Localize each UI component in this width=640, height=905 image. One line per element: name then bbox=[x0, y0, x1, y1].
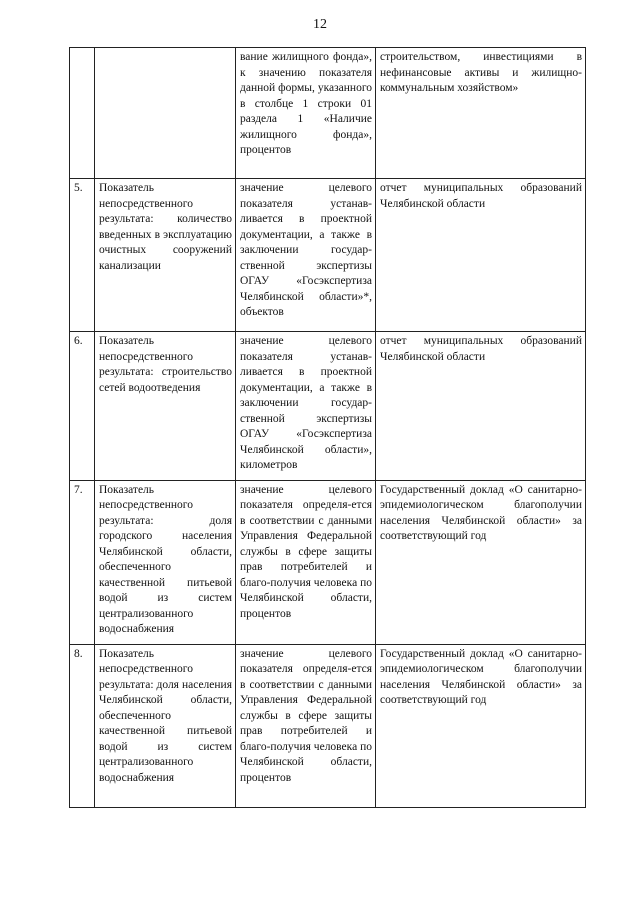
table-row bbox=[70, 480, 586, 644]
table-row bbox=[70, 644, 586, 807]
row-number-cell: 7. bbox=[70, 480, 95, 644]
page-number: 12 bbox=[313, 17, 327, 32]
indicator-source-cell: Государственный доклад «О санитарно-эпидемиологическом благополучии населения Челябинской области» за соответствующий год bbox=[376, 644, 586, 807]
row-number-cell: 8. bbox=[70, 644, 95, 807]
table-row bbox=[70, 332, 586, 481]
row-number-cell: 6. bbox=[70, 332, 95, 481]
table-row bbox=[70, 48, 586, 179]
indicator-source-cell: строительством, инвестициями в нефинансовые активы и жилищно-коммунальным хозяйством» bbox=[376, 48, 586, 179]
row-number-cell: 5. bbox=[70, 179, 95, 332]
indicator-value-cell: значение целевого показателя определя-ется в соответствии с данными Управления Федеральной службы в сфере защиты прав потребителей и благо-получия человека по Челябинской области, процентов bbox=[236, 480, 376, 644]
table-row bbox=[70, 179, 586, 332]
indicator-value-cell: значение целевого показателя устанав-ливается в проектной документации, а также в заключении государ-ственной экспертизы ОГАУ «Госэкспертиза Челябинской области»*, объектов bbox=[236, 179, 376, 332]
indicator-value-cell: вание жилищного фонда», к значению показателя данной формы, указанного в столбце 1 строки 01 раздела 1 «Наличие жилищного фонда», процентов bbox=[236, 48, 376, 179]
indicator-name-cell: Показатель непосредственного результата: количество введенных в эксплуатацию очистных сооружений канализации bbox=[95, 179, 236, 332]
row-number-cell bbox=[70, 48, 95, 179]
indicator-name-cell: Показатель непосредственного результата: строительство сетей водоотведения bbox=[95, 332, 236, 481]
indicator-value-cell: значение целевого показателя определя-ется в соответствии с данными Управления Федеральной службы в сфере защиты прав потребителей и благо-получия человека по Челябинской области, процентов bbox=[236, 644, 376, 807]
indicator-name-cell: Показатель непосредственного результата: доля городского населения Челябинской области, обеспеченного качественной питьевой водой из систем централизованного водоснабжения bbox=[95, 480, 236, 644]
indicator-value-cell: значение целевого показателя устанав-ливается в проектной документации, а также в заключении государ-ственной экспертизы ОГАУ «Госэкспертиза Челябинской области», километров bbox=[236, 332, 376, 481]
indicators-table bbox=[69, 47, 586, 808]
indicator-source-cell: Государственный доклад «О санитарно-эпидемиологическом благополучии населения Челябинской области» за соответствующий год bbox=[376, 480, 586, 644]
indicator-name-cell bbox=[95, 48, 236, 179]
indicator-source-cell: отчет муниципальных образований Челябинской области bbox=[376, 332, 586, 481]
indicator-name-cell: Показатель непосредственного результата: доля населения Челябинской области, обеспеченного качественной питьевой водой из систем централизованного водоснабжения bbox=[95, 644, 236, 807]
indicator-source-cell: отчет муниципальных образований Челябинской области bbox=[376, 179, 586, 332]
